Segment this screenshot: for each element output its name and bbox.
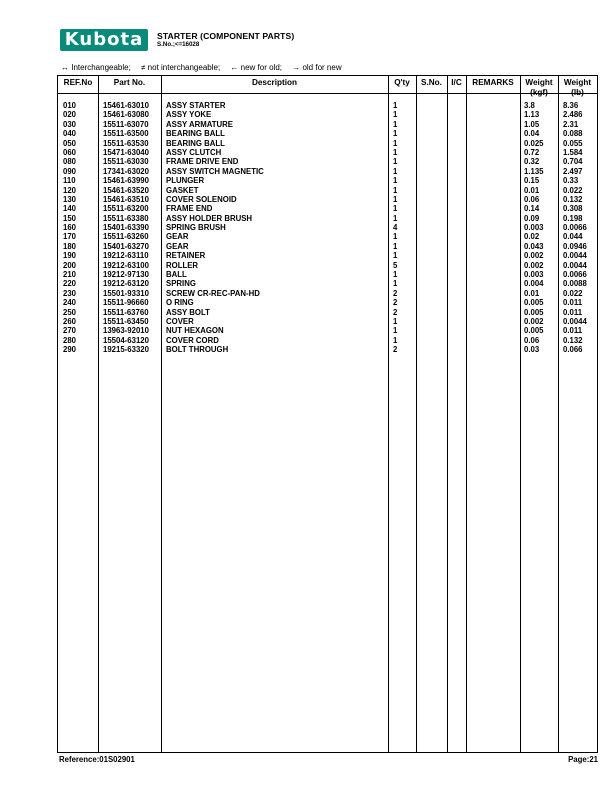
col-header-ic: I/C (451, 78, 462, 87)
cell-weight-kg: 0.005 (524, 298, 544, 308)
cell-part-no: 19212-63110 (103, 251, 149, 261)
cell-weight-kg: 0.03 (524, 345, 540, 355)
cell-ref: 250 (63, 307, 77, 317)
table-row (58, 317, 597, 326)
cell-ref: 050 (63, 138, 77, 148)
cell-qty: 1 (393, 270, 398, 280)
cell-description: ASSY SWITCH MAGNETIC (166, 166, 264, 176)
cell-part-no: 15511-63200 (103, 204, 149, 214)
cell-ref: 270 (63, 326, 77, 336)
page-title: STARTER (COMPONENT PARTS) (157, 31, 295, 41)
cell-ref: 180 (63, 241, 77, 251)
cell-description: ROLLER (166, 260, 199, 270)
cell-description: COVER SOLENOID (166, 194, 237, 204)
table-row (58, 139, 597, 148)
cell-weight-kg: 0.04 (524, 129, 540, 139)
cell-weight-lb: 0.0066 (563, 223, 587, 233)
cell-weight-kg: 0.025 (524, 138, 544, 148)
cell-qty: 1 (393, 166, 398, 176)
cell-weight-lb: 0.011 (563, 307, 583, 317)
cell-weight-kg: 0.002 (524, 251, 544, 261)
cell-ref: 220 (63, 279, 77, 289)
legend-old-for-new: → old for new (292, 63, 342, 72)
cell-qty: 1 (393, 101, 398, 110)
cell-weight-lb: 2.497 (563, 166, 583, 176)
cell-weight-kg: 0.06 (524, 335, 540, 345)
cell-weight-lb: 0.066 (563, 345, 583, 355)
cell-ref: 150 (63, 213, 77, 223)
col-header-weight-lb-line2: (lb) (571, 87, 584, 97)
cell-weight-kg: 0.005 (524, 326, 544, 336)
cell-description: BOLT THROUGH (166, 345, 229, 355)
footer-page-number: Page:21 (568, 755, 598, 764)
legend-interchangeable: ↔ Interchangeable; (61, 63, 131, 72)
table-row (58, 261, 597, 270)
cell-weight-kg: 0.002 (524, 260, 544, 270)
cell-part-no: 19215-63320 (103, 345, 149, 355)
cell-ref: 060 (63, 147, 77, 157)
cell-weight-lb: 0.0088 (563, 279, 587, 289)
cell-description: ASSY YOKE (166, 110, 212, 120)
cell-weight-kg: 0.003 (524, 270, 544, 280)
cell-part-no: 15461-63010 (103, 101, 149, 110)
cell-weight-lb: 0.198 (563, 213, 583, 223)
cell-qty: 1 (393, 110, 398, 120)
cell-part-no: 15461-63520 (103, 185, 149, 195)
cell-weight-kg: 0.09 (524, 213, 540, 223)
kubota-logo: Kubota (60, 29, 148, 51)
cell-description: SPRING (166, 279, 196, 289)
cell-weight-lb: 0.011 (563, 298, 583, 308)
cell-weight-kg: 0.32 (524, 157, 540, 167)
cell-weight-kg: 1.135 (524, 166, 544, 176)
cell-description: SCREW CR-REC-PAN-HD (166, 288, 260, 298)
cell-ref: 090 (63, 166, 77, 176)
cell-weight-kg: 0.004 (524, 279, 544, 289)
cell-weight-lb: 0.132 (563, 194, 583, 204)
cell-qty: 1 (393, 147, 398, 157)
table-row (58, 326, 597, 335)
col-header-qty: Q'ty (394, 78, 410, 87)
cell-description: BALL (166, 270, 187, 280)
cell-qty: 1 (393, 204, 398, 214)
cell-part-no: 15401-63390 (103, 223, 149, 233)
cell-weight-lb: 0.044 (563, 232, 583, 242)
cell-ref: 240 (63, 298, 77, 308)
cell-qty: 1 (393, 129, 398, 139)
cell-description: GEAR (166, 232, 189, 242)
table-row (58, 195, 597, 204)
cell-part-no: 15504-63120 (103, 335, 149, 345)
table-row (58, 223, 597, 232)
col-header-ref: REF.No (63, 78, 93, 87)
table-row (58, 251, 597, 260)
table-row (58, 129, 597, 138)
cell-ref: 130 (63, 194, 77, 204)
table-row (58, 214, 597, 223)
cell-qty: 1 (393, 213, 398, 223)
cell-ref: 110 (63, 176, 76, 186)
col-header-weight-lb-line1: Weight (563, 78, 592, 87)
col-header-weight-kg-line1: Weight (525, 78, 553, 87)
cell-qty: 1 (393, 241, 398, 251)
cell-qty: 1 (393, 176, 398, 186)
cell-weight-lb: 2.486 (563, 110, 583, 120)
cell-weight-lb: 8.36 (563, 101, 579, 110)
cell-weight-lb: 0.0946 (563, 241, 587, 251)
cell-part-no: 15511-63030 (103, 157, 149, 167)
cell-qty: 1 (393, 138, 398, 148)
cell-qty: 1 (393, 316, 398, 326)
cell-part-no: 15401-63270 (103, 241, 149, 251)
cell-weight-lb: 0.088 (563, 129, 583, 139)
table-row (58, 279, 597, 288)
table-row (58, 242, 597, 251)
col-header-desc: Description (251, 78, 298, 87)
col-header-remarks: REMARKS (472, 78, 514, 87)
parts-rows (58, 101, 597, 355)
cell-weight-lb: 0.0044 (563, 260, 587, 270)
cell-qty: 1 (393, 119, 398, 129)
cell-weight-lb: 0.132 (563, 335, 583, 345)
cell-qty: 5 (393, 260, 398, 270)
cell-qty: 2 (393, 307, 398, 317)
table-row (58, 157, 597, 166)
cell-weight-kg: 0.043 (524, 241, 544, 251)
serial-number: S.No.;<=16028 (157, 41, 200, 48)
cell-weight-lb: 0.0044 (563, 251, 587, 261)
cell-description: ASSY ARMATURE (166, 119, 234, 129)
table-row (58, 336, 597, 345)
cell-weight-lb: 1.584 (563, 147, 583, 157)
cell-qty: 1 (393, 157, 398, 167)
cell-weight-kg: 0.06 (524, 194, 540, 204)
table-row (58, 308, 597, 317)
cell-weight-lb: 0.022 (563, 185, 583, 195)
cell-part-no: 15501-93310 (103, 288, 149, 298)
cell-ref: 030 (63, 119, 77, 129)
cell-qty: 1 (393, 279, 398, 289)
cell-weight-kg: 0.003 (524, 223, 544, 233)
cell-weight-kg: 0.15 (524, 176, 540, 186)
cell-qty: 1 (393, 194, 398, 204)
cell-description: FRAME END (166, 204, 213, 214)
cell-weight-lb: 0.0044 (563, 316, 587, 326)
cell-weight-lb: 0.055 (563, 138, 583, 148)
cell-weight-lb: 0.0066 (563, 270, 587, 280)
table-row (58, 186, 597, 195)
legend-new-for-old: ← new for old; (230, 63, 282, 72)
table-row (58, 204, 597, 213)
cell-qty: 1 (393, 185, 398, 195)
cell-ref: 040 (63, 129, 77, 139)
cell-weight-lb: 0.011 (563, 326, 583, 336)
cell-description: COVER CORD (166, 335, 219, 345)
cell-qty: 2 (393, 298, 398, 308)
footer-reference: Reference:01S02901 (59, 755, 135, 764)
cell-part-no: 15511-63260 (103, 232, 149, 242)
cell-ref: 280 (63, 335, 77, 345)
cell-ref: 260 (63, 316, 77, 326)
cell-part-no: 19212-97130 (103, 270, 149, 280)
cell-ref: 190 (63, 251, 77, 261)
cell-description: SPRING BRUSH (166, 223, 226, 233)
cell-ref: 290 (63, 345, 77, 355)
cell-weight-kg: 0.005 (524, 307, 544, 317)
cell-ref: 200 (63, 260, 77, 270)
cell-part-no: 15511-63380 (103, 213, 149, 223)
cell-weight-kg: 1.13 (524, 110, 540, 120)
cell-description: ASSY STARTER (166, 101, 226, 110)
cell-description: RETAINER (166, 251, 206, 261)
cell-description: GASKET (166, 185, 199, 195)
cell-weight-lb: 0.33 (563, 176, 579, 186)
table-row (58, 232, 597, 241)
header-rule (58, 93, 597, 94)
cell-ref: 210 (63, 270, 77, 280)
cell-part-no: 19212-63120 (103, 279, 149, 289)
table-row (58, 176, 597, 185)
table-row (58, 298, 597, 307)
cell-weight-lb: 2.31 (563, 119, 579, 129)
cell-description: COVER (166, 316, 194, 326)
cell-description: FRAME DRIVE END (166, 157, 239, 167)
table-row (58, 101, 597, 110)
cell-weight-kg: 0.72 (524, 147, 540, 157)
cell-qty: 2 (393, 345, 398, 355)
cell-description: GEAR (166, 241, 189, 251)
cell-weight-kg: 0.01 (524, 288, 540, 298)
table-row (58, 110, 597, 119)
cell-description: O RING (166, 298, 194, 308)
parts-table (57, 75, 598, 753)
cell-part-no: 15461-63510 (103, 194, 149, 204)
cell-ref: 120 (63, 185, 77, 195)
cell-weight-lb: 0.308 (563, 204, 583, 214)
col-header-weight-lb (558, 78, 597, 97)
cell-weight-lb: 0.704 (563, 157, 583, 167)
table-row (58, 167, 597, 176)
col-header-sno: S.No. (421, 78, 442, 87)
legend-not-interchangeable: ≠ not interchangeable; (141, 63, 221, 72)
cell-part-no: 15471-63040 (103, 147, 149, 157)
cell-part-no: 15461-63080 (103, 110, 149, 120)
cell-qty: 1 (393, 326, 398, 336)
cell-qty: 1 (393, 251, 398, 261)
cell-ref: 170 (63, 232, 77, 242)
cell-description: ASSY HOLDER BRUSH (166, 213, 253, 223)
cell-part-no: 13963-92010 (103, 326, 149, 336)
cell-ref: 140 (63, 204, 77, 214)
cell-part-no: 15511-96660 (103, 298, 149, 308)
interchange-legend (61, 63, 350, 72)
cell-qty: 4 (393, 223, 398, 233)
cell-description: BEARING BALL (166, 129, 225, 139)
cell-weight-kg: 0.14 (524, 204, 540, 214)
cell-weight-kg: 0.002 (524, 316, 544, 326)
cell-weight-kg: 0.02 (524, 232, 540, 242)
cell-ref: 080 (63, 157, 77, 167)
cell-weight-kg: 3.8 (524, 101, 535, 110)
cell-ref: 160 (63, 223, 77, 233)
cell-qty: 1 (393, 335, 398, 345)
table-row (58, 345, 597, 354)
cell-part-no: 15511-63450 (103, 316, 149, 326)
table-row (58, 270, 597, 279)
cell-ref: 230 (63, 288, 77, 298)
col-header-weight-kg (520, 78, 558, 97)
cell-description: ASSY BOLT (166, 307, 210, 317)
cell-qty: 1 (393, 232, 398, 242)
cell-description: PLUNGER (166, 176, 205, 186)
cell-description: ASSY CLUTCH (166, 147, 222, 157)
cell-weight-kg: 1.05 (524, 119, 540, 129)
cell-weight-lb: 0.022 (563, 288, 583, 298)
cell-description: BEARING BALL (166, 138, 225, 148)
col-header-weight-kg-line2: (kgf) (530, 87, 548, 97)
cell-part-no: 19212-63100 (103, 260, 149, 270)
table-row (58, 289, 597, 298)
cell-part-no: 15511-63500 (103, 129, 149, 139)
col-header-part: Part No. (113, 78, 146, 87)
cell-part-no: 15511-63070 (103, 119, 149, 129)
cell-part-no: 17341-63020 (103, 166, 149, 176)
cell-description: NUT HEXAGON (166, 326, 224, 336)
cell-part-no: 15461-63990 (103, 176, 149, 186)
cell-part-no: 15511-63530 (103, 138, 149, 148)
cell-weight-kg: 0.01 (524, 185, 540, 195)
cell-ref: 010 (63, 101, 77, 110)
table-row (58, 148, 597, 157)
cell-part-no: 15511-63760 (103, 307, 149, 317)
table-row (58, 120, 597, 129)
cell-qty: 2 (393, 288, 398, 298)
cell-ref: 020 (63, 110, 77, 120)
